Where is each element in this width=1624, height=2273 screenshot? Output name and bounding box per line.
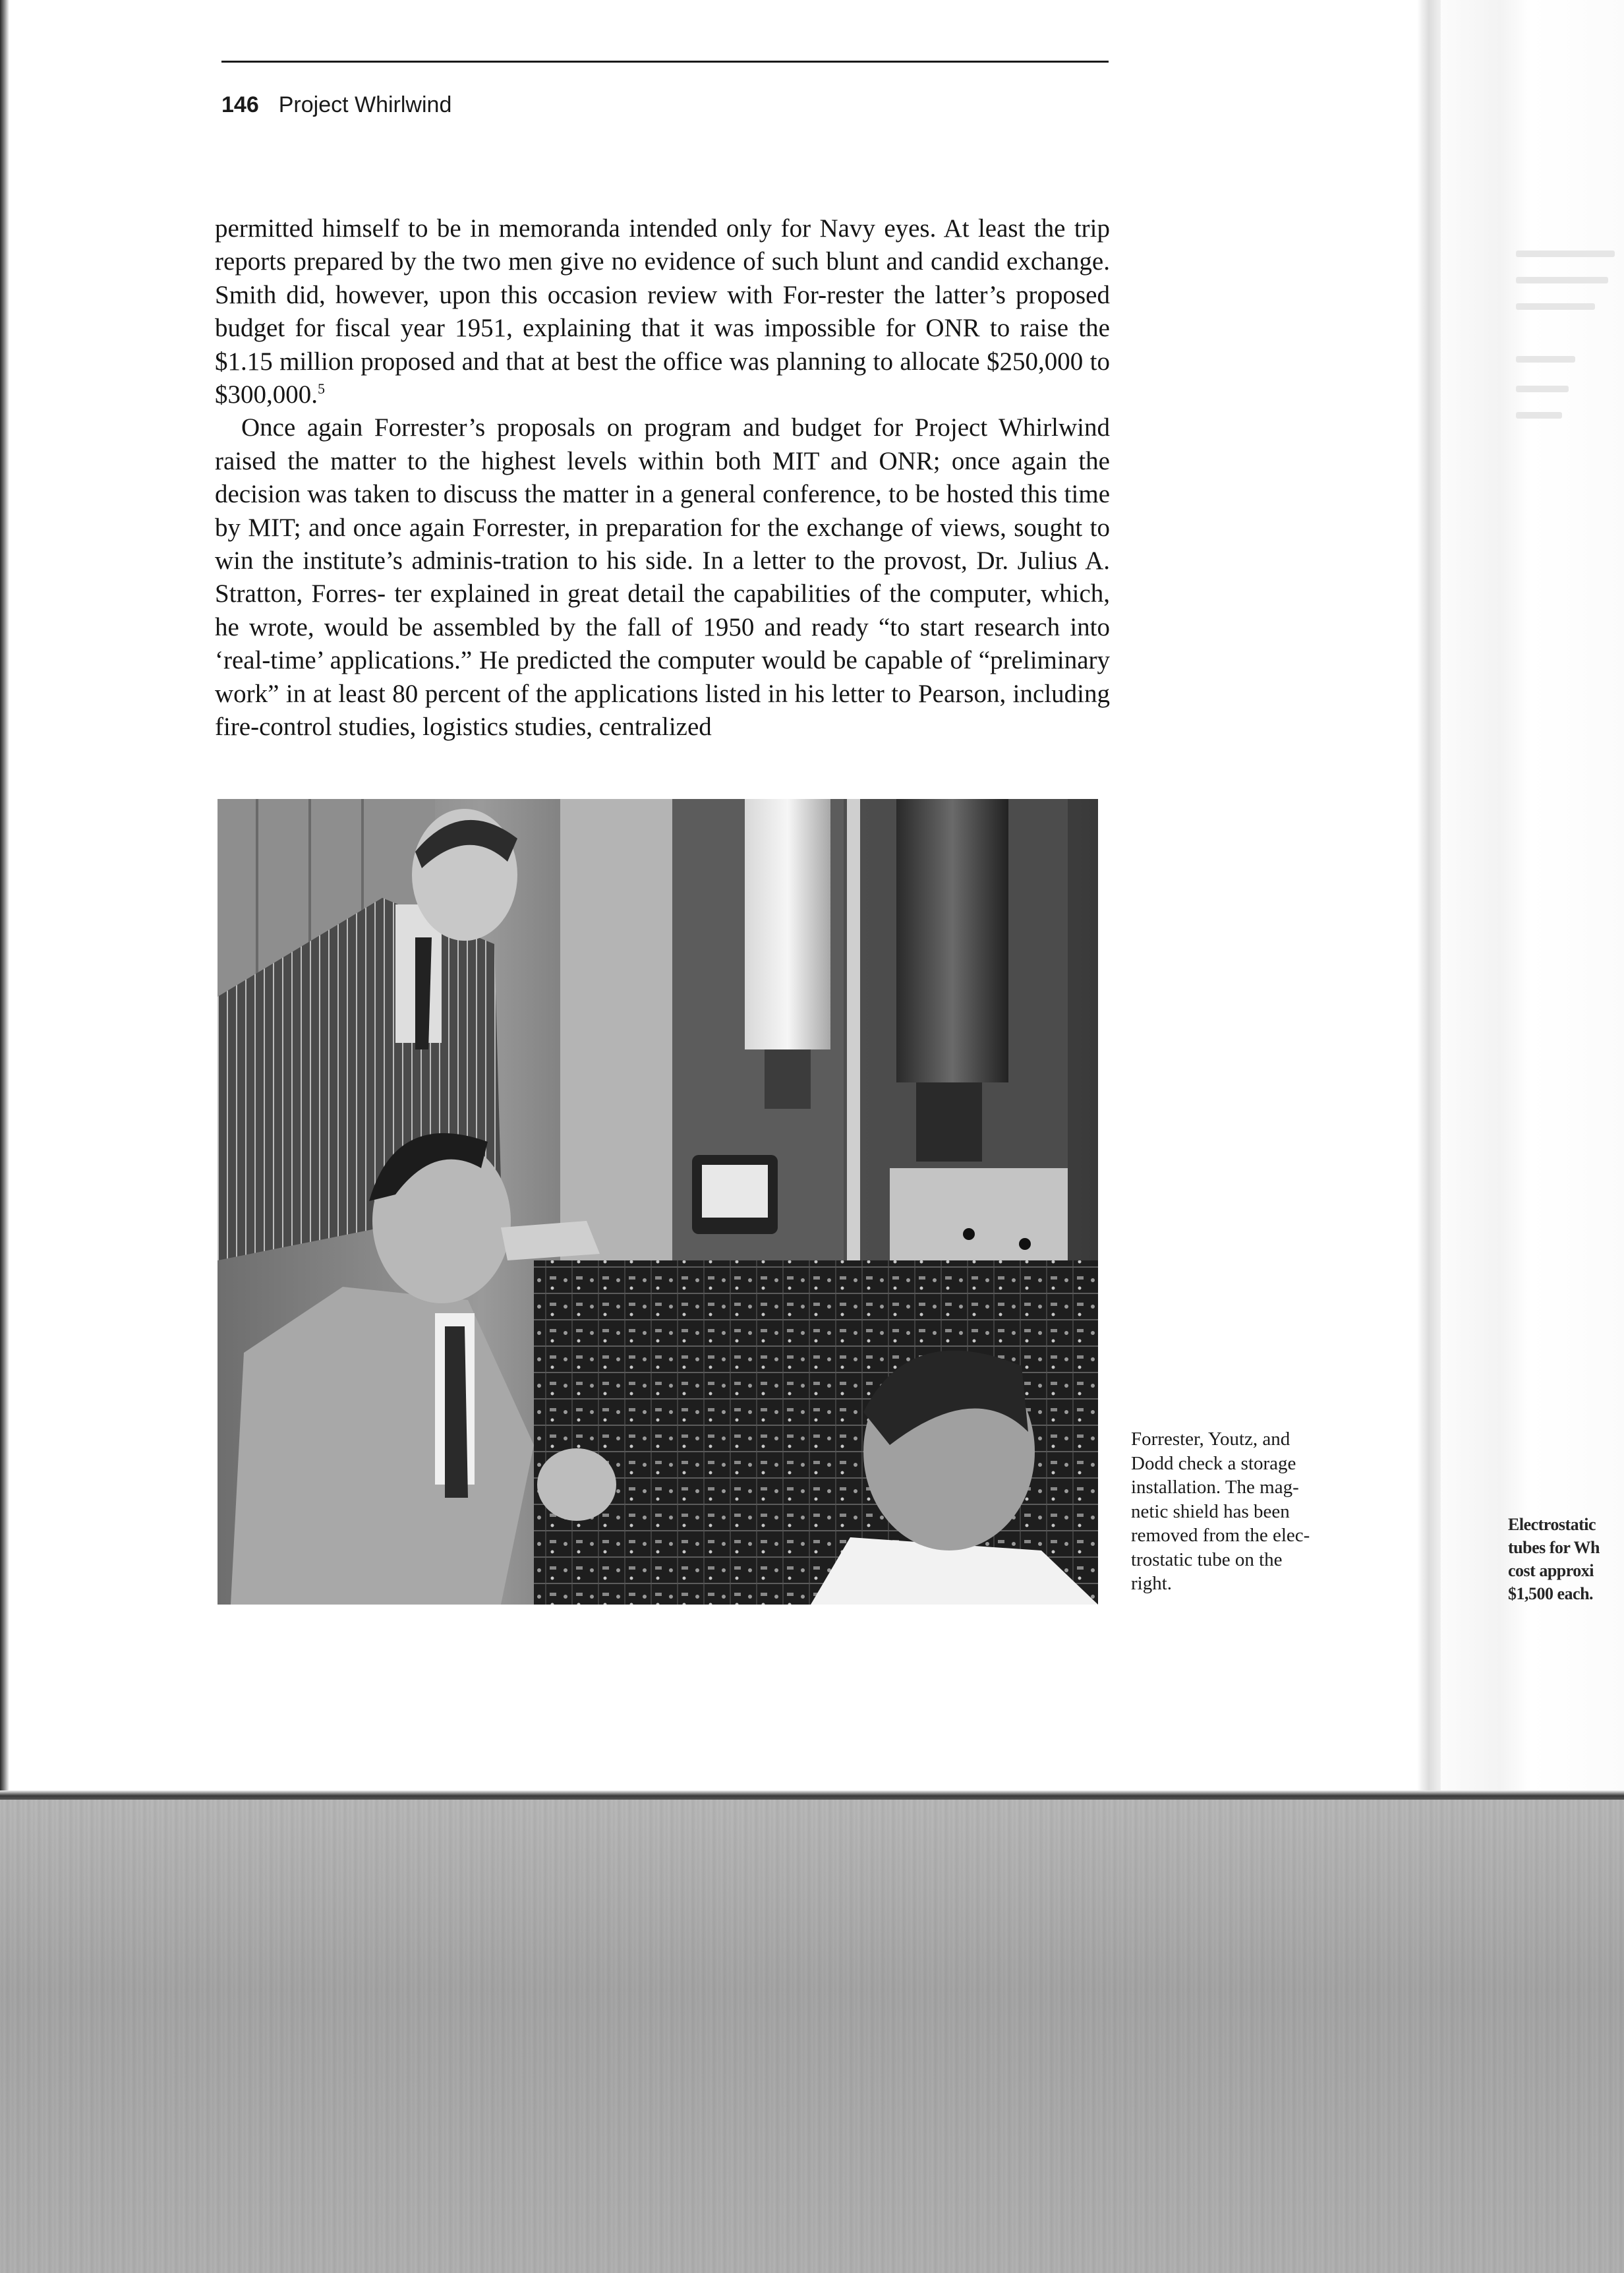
show-through-text	[1516, 251, 1615, 257]
header-rule	[221, 61, 1109, 63]
page-gutter	[1417, 0, 1441, 1800]
running-title: Project Whirlwind	[278, 92, 452, 117]
show-through-text	[1516, 386, 1569, 392]
photo-caption: Forrester, Youtz, and Dodd check a storage installation. The mag- netic shield has been removed from the elec- trostatic tube on the right.	[1131, 1429, 1310, 1594]
body-text	[215, 212, 1110, 744]
paragraph: Once again Forrester’s proposals on program and budget for Project Whirlwind raised the matter to the highest levels within both MIT and ONR; once again the decision was taken to discuss the matter in a general conference, to be hosted this time by MIT; and once again Forrester, in preparation for the exchange of views, sought to win the institute’s adminis-tration to his side. In a letter to the provost, Dr. Julius A. Stratton, Forres- ter explained in great detail the capabilities of the computer, which, he wrote, would be assembled by the fall of 1950 and ready “to start research into ‘real-time’ applications.” He predicted the computer would be capable of “preliminary work” in at least 80 percent of the applications listed in his letter to Pearson, including fire-control studies, logistics studies, centralized	[215, 413, 1111, 742]
paragraph: permitted himself to be in memoranda intended only for Navy eyes. At least the trip reports prepared by the two men give no evidence of such blunt and candid exchange. Smith did, however, upon this occasion review with For-rester the latter’s proposed budget for fiscal year 1951, explaining that it was impossible for ONR to raise the $1.15 million proposed and that at best the office was planning to allocate $250,000 to $300,000.$^5$	[215, 214, 1110, 409]
page-number: 146	[221, 92, 259, 117]
facing-page-caption: Electrostatic tubes for Wh cost approxi $1,500 each.	[1508, 1515, 1600, 1603]
show-through-text	[1516, 277, 1608, 283]
footnote-ref: 5	[318, 380, 325, 398]
photograph	[218, 799, 1098, 1605]
running-header	[221, 88, 451, 121]
show-through-text	[1516, 412, 1562, 419]
binding-shadow	[0, 0, 9, 1800]
show-through-text	[1516, 356, 1575, 363]
scanner-background	[0, 1800, 1624, 2273]
show-through-text	[1516, 303, 1595, 310]
